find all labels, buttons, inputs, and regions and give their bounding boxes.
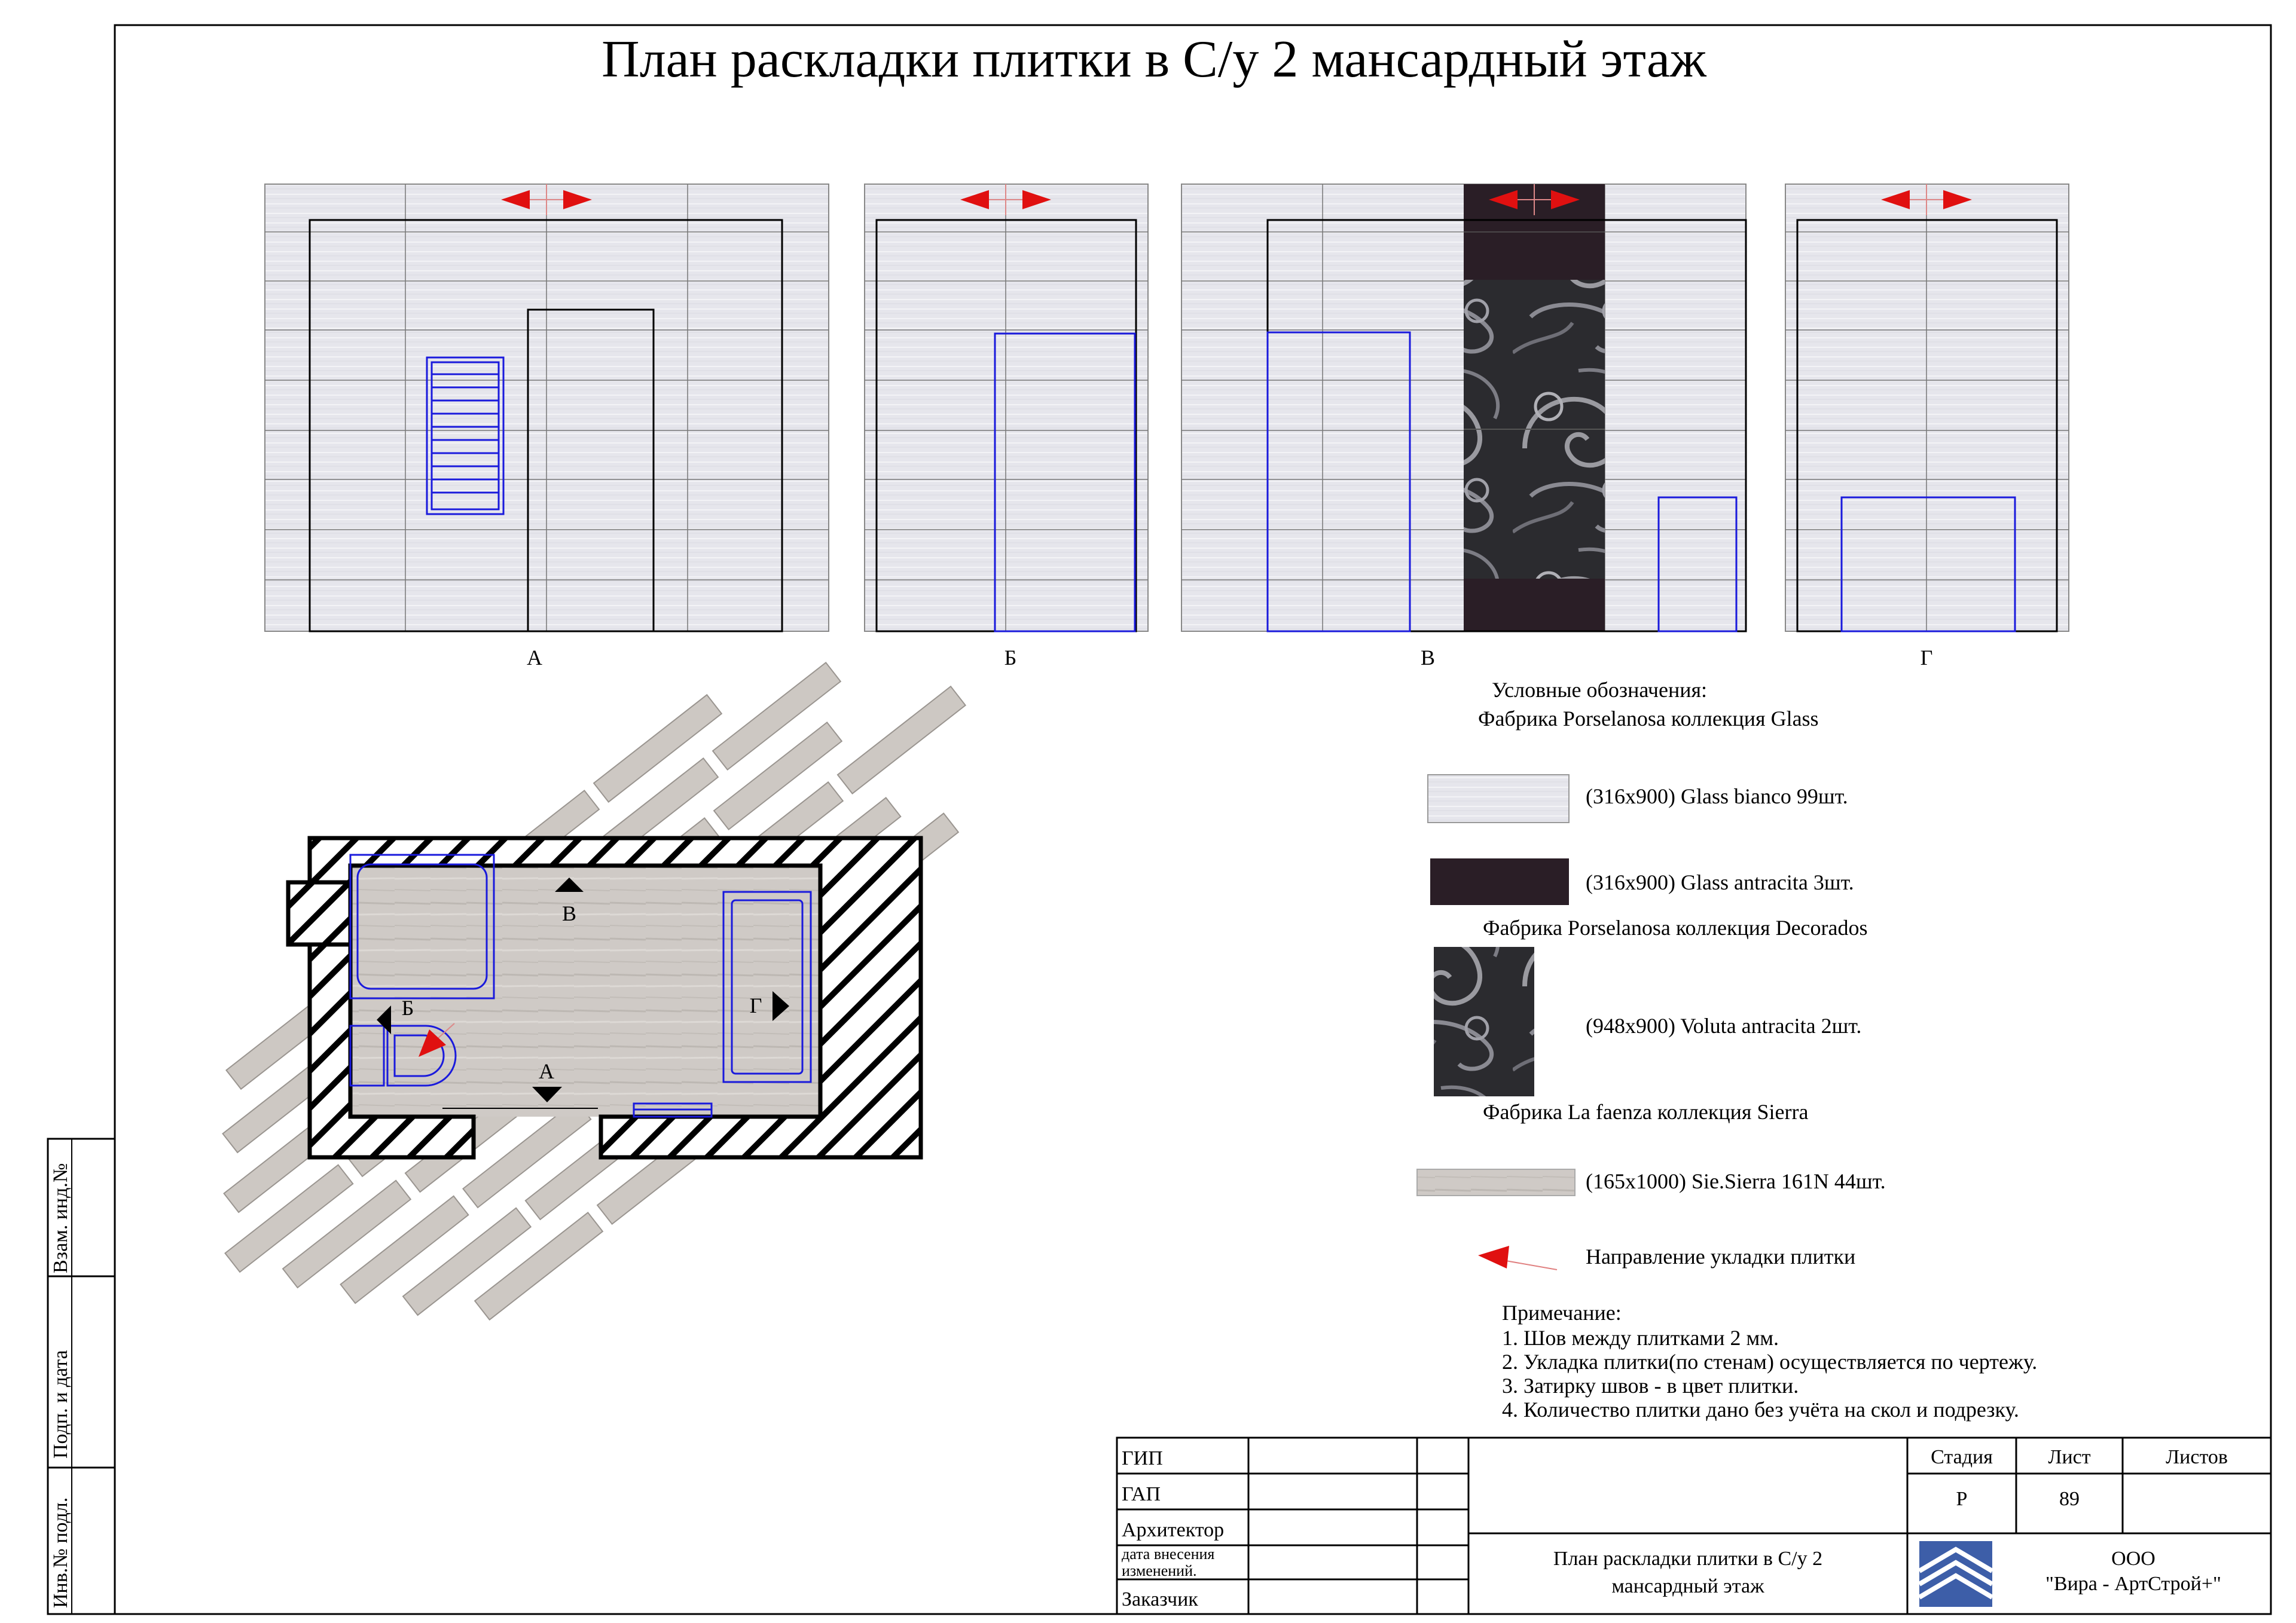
tb-customer: Заказчик [1122, 1588, 1198, 1610]
elevation-a [265, 184, 829, 670]
tb-changes-2: изменений. [1122, 1562, 1197, 1579]
legend-antracita: (316x900) Glass antracita 3шт. [1586, 870, 1854, 894]
elevation-label-v: В [1420, 646, 1436, 670]
legend-heading: Условные обозначения: [1492, 678, 1708, 702]
note-4: 4. Количество плитки дано без учёта на скол и подрезку. [1502, 1398, 2019, 1422]
legend-factory-sierra: Фабрика La faenza коллекция Sierra [1483, 1100, 1809, 1124]
legend-bianco: (316x900) Glass bianco 99шт. [1586, 784, 1848, 808]
tb-org-2: "Вира - АртСтрой+" [2045, 1573, 2221, 1595]
direction-arrow-icon [1478, 1246, 1557, 1270]
elevation-label-g: Г [1920, 646, 1933, 670]
svg-text:В: В [561, 901, 577, 925]
svg-text:Б: Б [401, 996, 414, 1020]
tb-gap: ГАП [1122, 1483, 1161, 1505]
legend [1417, 678, 1886, 1270]
stamp-vzam: Взам. инд.№ [50, 1163, 72, 1273]
tb-architect: Архитектор [1122, 1519, 1225, 1541]
legend-factory-glass: Фабрика Porselanosa коллекция Glass [1478, 707, 1819, 730]
legend-factory-decorados: Фабрика Porselanosa коллекция Decorados [1483, 916, 1868, 940]
tb-sheet-header: Лист [2048, 1446, 2091, 1468]
swatch-sierra [1417, 1169, 1575, 1196]
floor-plan [137, 573, 1083, 1423]
legend-sierra: (165x1000) Sie.Sierra 161N 44шт. [1586, 1169, 1886, 1193]
tb-drawing-name-2: мансардный этаж [1611, 1575, 1764, 1597]
swatch-voluta-antracita [1434, 947, 1534, 1096]
notes-heading: Примечание: [1502, 1301, 1622, 1325]
svg-text:А: А [539, 1059, 554, 1083]
note-1: 1. Шов между плитками 2 мм. [1502, 1326, 1779, 1350]
tb-drawing-name-1: План раскладки плитки в С/у 2 [1553, 1548, 1823, 1570]
note-3: 3. Затирку швов - в цвет плитки. [1502, 1374, 1799, 1398]
tb-stage-header: Стадия [1931, 1446, 1993, 1468]
swatch-glass-antracita [1430, 858, 1569, 905]
swatch-glass-bianco [1428, 775, 1569, 823]
sheet-title: План раскладки плитки в С/у 2 мансардный этаж [602, 30, 1706, 88]
tb-changes-1: дата внесения [1122, 1545, 1215, 1563]
note-2: 2. Укладка плитки(по стенам) осуществляется по чертежу. [1502, 1350, 2038, 1374]
elevation-label-a: А [527, 646, 542, 670]
tb-sheet: 89 [2059, 1488, 2080, 1510]
tb-org-1: ООО [2111, 1548, 2155, 1570]
company-logo-icon [1919, 1541, 1992, 1607]
legend-voluta: (948x900) Voluta antracita 2шт. [1586, 1014, 1862, 1038]
tb-stage: Р [1956, 1488, 1968, 1510]
notes [1502, 1301, 2037, 1422]
elevation-b [865, 184, 1148, 670]
stamp-inv: Инв.№ подл. [50, 1497, 72, 1608]
legend-direction: Направление укладки плитки [1586, 1245, 1856, 1269]
elevation-v [1181, 184, 1746, 670]
svg-text:Г: Г [749, 994, 762, 1017]
stamp-podp: Подп. и дата [50, 1350, 72, 1459]
tb-sheets-header: Листов [2166, 1446, 2228, 1468]
tb-gip: ГИП [1122, 1447, 1163, 1469]
elevation-g [1785, 184, 2069, 670]
elevation-label-b: Б [1004, 646, 1017, 670]
